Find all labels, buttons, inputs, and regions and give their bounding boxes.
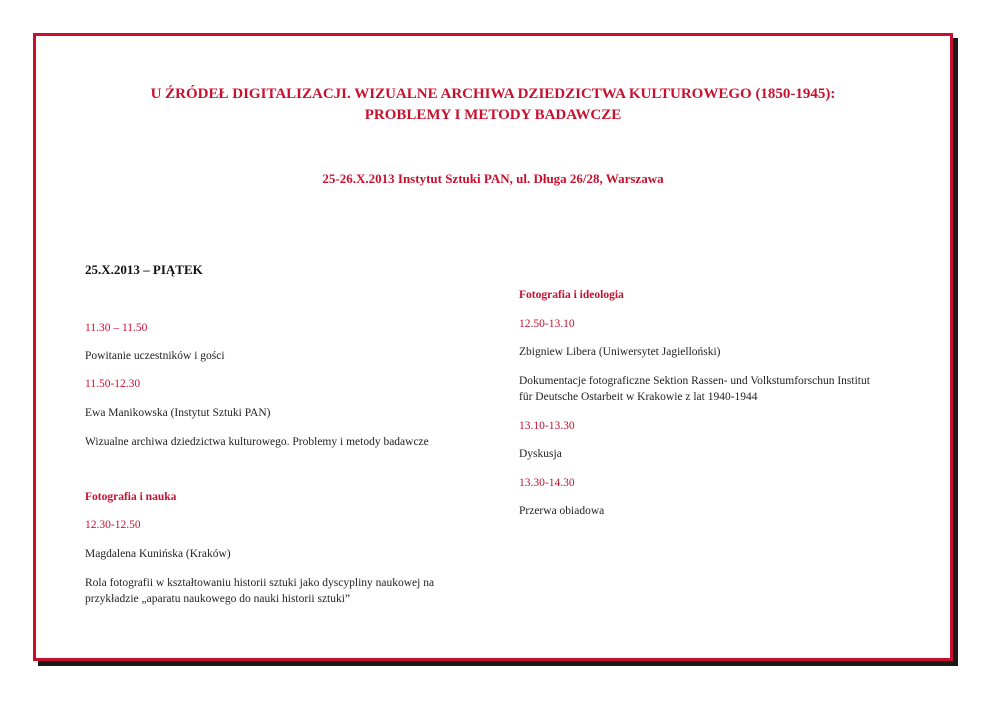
talk-title-line-1: Rola fotografii w kształtowaniu historii sztuki jako dyscypliny naukowej na — [85, 577, 435, 589]
time-slot: 11.50-12.30 — [85, 378, 141, 390]
talk-title: Wizualne archiwa dziedzictwa kulturowego. Problemy i metody badawcze — [85, 436, 429, 448]
time-slot: 13.30-14.30 — [519, 477, 575, 489]
speaker: Ewa Manikowska (Instytut Sztuki PAN) — [85, 407, 271, 419]
title-line-2: PROBLEMY I METODY BADAWCZE — [364, 107, 622, 123]
talk-title-line-2: für Deutsche Ostarbeit w Krakowie z lat 1940-1944 — [519, 391, 758, 403]
talk-title-line-2: przykładzie „aparatu naukowego do nauki historii sztuki” — [85, 593, 351, 605]
session-text: Przerwa obiadowa — [519, 505, 605, 517]
time-slot: 12.50-13.10 — [519, 318, 575, 330]
event-date-location: 25-26.X.2013 Instytut Sztuki PAN, ul. Długa 26/28, Warszawa — [322, 171, 664, 186]
title-line-1: U ŹRÓDEŁ DIGITALIZACJI. WIZUALNE ARCHIWA DZIEDZICTWA KULTUROWEGO (1850-1945): — [150, 86, 836, 102]
day-heading: 25.X.2013 – PIĄTEK — [85, 262, 203, 277]
time-slot: 11.30 – 11.50 — [85, 322, 148, 334]
session-text: Dyskusja — [519, 448, 562, 460]
speaker: Zbigniew Libera (Uniwersytet Jagielloński) — [519, 346, 721, 358]
section-heading: Fotografia i ideologia — [519, 289, 624, 301]
talk-title-line-1: Dokumentacje fotograficzne Sektion Rassen- und Volkstumforschun Institut — [519, 375, 870, 387]
speaker: Magdalena Kunińska (Kraków) — [85, 548, 231, 560]
session-text: Powitanie uczestników i gości — [85, 350, 225, 362]
document-frame — [33, 33, 953, 661]
time-slot: 12.30-12.50 — [85, 519, 141, 531]
section-heading: Fotografia i nauka — [85, 491, 177, 503]
time-slot: 13.10-13.30 — [519, 420, 575, 432]
document-title — [36, 84, 950, 126]
